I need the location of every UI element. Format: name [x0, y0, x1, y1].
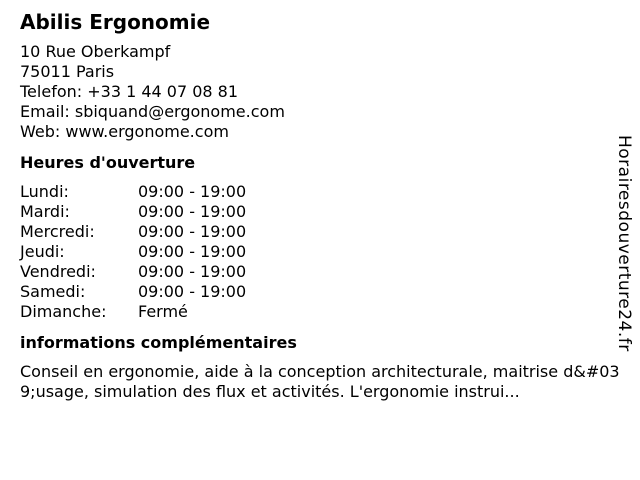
- hours-row: [20, 222, 620, 242]
- hours-row: [20, 202, 620, 222]
- hours-time: 09:00 - 19:00: [138, 262, 247, 281]
- hours-time: 09:00 - 19:00: [138, 242, 247, 261]
- hours-day: Dimanche:: [20, 302, 107, 321]
- hours-time: 09:00 - 19:00: [138, 222, 247, 241]
- phone-line: Telefon: +33 1 44 07 08 81: [20, 82, 239, 101]
- hours-day: Jeudi:: [20, 242, 65, 261]
- hours-day: Lundi:: [20, 182, 69, 201]
- site-watermark: Horairesdouverture24.fr: [614, 135, 634, 352]
- info-heading: informations complémentaires: [20, 333, 297, 352]
- business-name: Abilis Ergonomie: [20, 10, 211, 34]
- info-text: Conseil en ergonomie, aide à la conception architecturale, maitrise d&#039;usage, simulation des flux et activités. L'ergonomie instrui...: [20, 362, 620, 401]
- hours-table: [20, 182, 620, 322]
- address-city: 75011 Paris: [20, 62, 115, 81]
- business-card: [20, 8, 620, 402]
- web-line: Web: www.ergonome.com: [20, 122, 229, 141]
- hours-time: 09:00 - 19:00: [138, 182, 247, 201]
- hours-time: Fermé: [138, 302, 188, 321]
- hours-day: Mardi:: [20, 202, 70, 221]
- email-line: Email: sbiquand@ergonome.com: [20, 102, 285, 121]
- hours-day: Mercredi:: [20, 222, 95, 241]
- hours-day: Samedi:: [20, 282, 86, 301]
- hours-row: [20, 182, 620, 202]
- hours-row: [20, 262, 620, 282]
- address-street: 10 Rue Oberkampf: [20, 42, 171, 61]
- hours-row: [20, 302, 620, 322]
- hours-time: 09:00 - 19:00: [138, 282, 247, 301]
- hours-row: [20, 282, 620, 302]
- contact-block: [20, 42, 620, 142]
- hours-heading: Heures d'ouverture: [20, 153, 196, 172]
- hours-time: 09:00 - 19:00: [138, 202, 247, 221]
- hours-row: [20, 242, 620, 262]
- hours-day: Vendredi:: [20, 262, 96, 281]
